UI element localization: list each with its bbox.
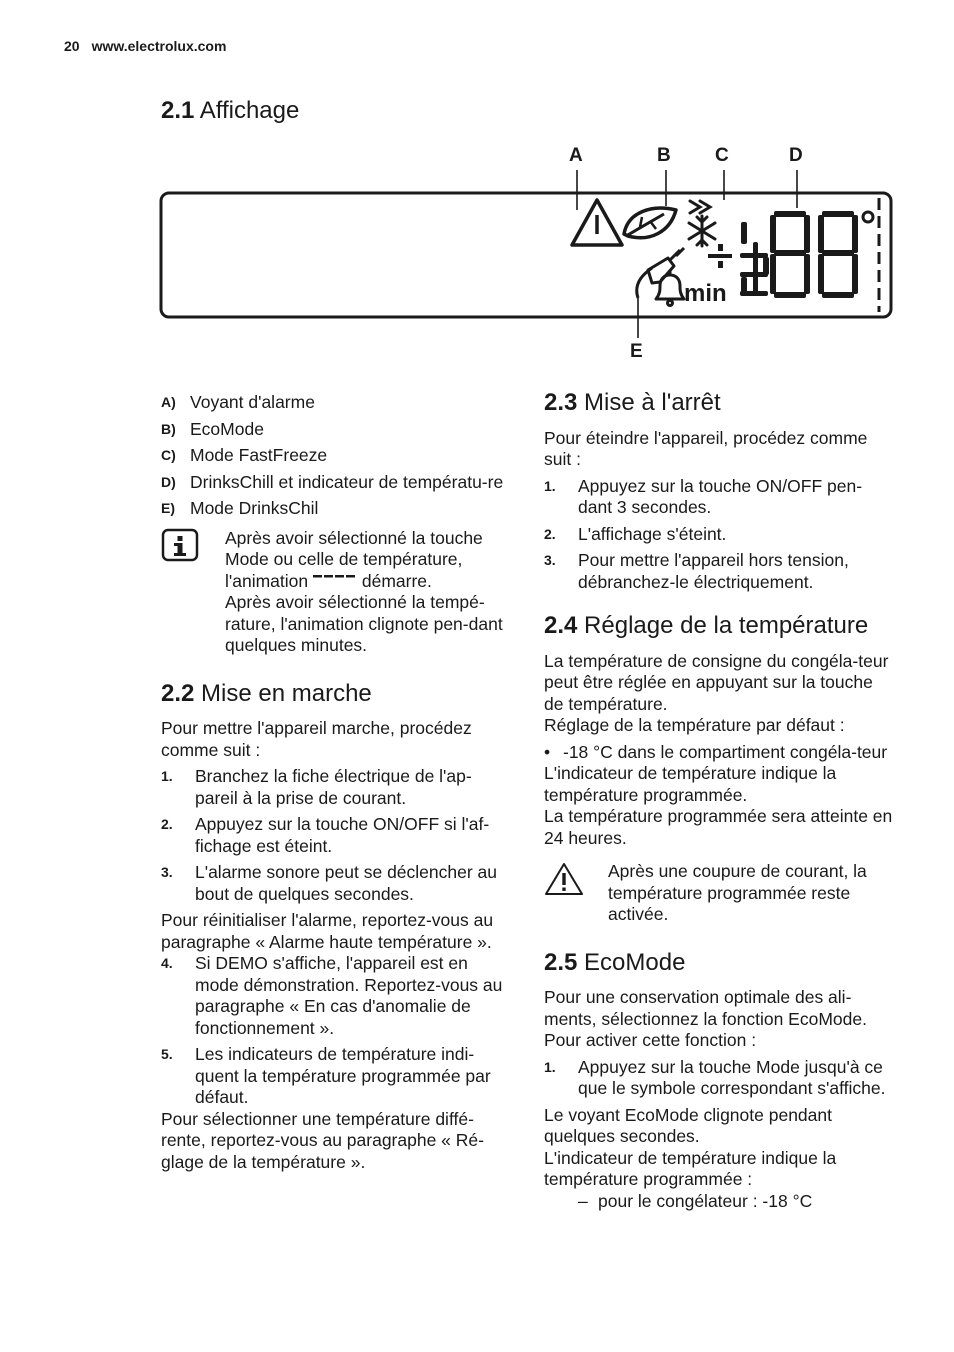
section-2-4-title: 2.4 Réglage de la température	[544, 612, 869, 639]
label-e: E	[630, 341, 643, 362]
page-number: 20	[64, 38, 80, 54]
label-b: B	[657, 145, 671, 166]
warning-icon	[544, 861, 608, 926]
s25-intro: Pour une conservation optimale des ali-ments, sélectionnez la fonction EcoMode. Pour activer cette fonction :	[544, 987, 867, 1050]
s24-p2: Réglage de la température par défaut :	[544, 715, 845, 735]
section-2-1-title: 2.1 Affichage	[161, 97, 300, 124]
list-item: 5. Les indicateurs de température indi-quent la température programmée par défaut.	[161, 1044, 491, 1107]
legend-list	[161, 392, 513, 520]
display-panel-svg	[0, 0, 954, 370]
list-item: – pour le congélateur : -18 °C	[578, 1190, 813, 1211]
warning-note-text: Après une coupure de courant, la température programmée reste activée.	[608, 861, 867, 924]
label-c: C	[715, 145, 729, 166]
section-2-2-title: 2.2 Mise en marche	[161, 679, 372, 707]
info-icon	[161, 528, 225, 657]
info-note	[161, 528, 513, 657]
legend-item: A) Voyant d'alarme	[161, 392, 315, 412]
list-item: 2. Appuyez sur la touche ON/OFF si l'af-fichage est éteint.	[161, 814, 490, 856]
snowflake-icon	[689, 201, 715, 246]
section-2-5-title: 2.5 EcoMode	[544, 948, 686, 976]
list-item: • -18 °C dans le compartiment congéla-teur	[544, 741, 888, 762]
alarm-triangle-icon	[572, 200, 622, 245]
list-item: 1. Appuyez sur la touche ON/OFF pen-dant 3 secondes.	[544, 475, 863, 517]
legend-item: D) DrinksChill et indicateur de températu-re	[161, 471, 504, 492]
list-item: 3. Pour mettre l'appareil hors tension, débranchez-le électriquement.	[544, 550, 849, 592]
s25-sub2: L'indicateur de température indique la température programmée :	[544, 1147, 837, 1189]
s23-steps	[544, 476, 896, 594]
legend-item: B) EcoMode	[161, 418, 264, 439]
site-url: www.electrolux.com	[91, 38, 227, 54]
s24-p3: L'indicateur de température indique la température programmée.	[544, 763, 837, 805]
leaf-icon	[624, 208, 676, 238]
drinkschill-indicator-icon	[708, 244, 732, 268]
display-diagram	[0, 0, 954, 370]
s24-p4: La température programmée sera atteinte en 24 heures.	[544, 806, 893, 848]
seven-segment-digits	[740, 211, 858, 298]
label-a: A	[569, 145, 583, 166]
s22-steps-cont	[161, 953, 513, 1109]
legend-item: C) Mode FastFreeze	[161, 445, 328, 465]
info-note-text: Après avoir sélectionné la touche Mode ou celle de température, l'animation démarre. Après avoir sélectionné la tempé-rature, l'animation clignote pen-dant quelques minutes.	[225, 527, 503, 655]
s22-outro: Pour sélectionner une température diffé-rente, reportez-vous au paragraphe « Ré-glage de la température ».	[161, 1108, 484, 1172]
list-item: 3. L'alarme sonore peut se déclencher au bout de quelques secondes.	[161, 862, 498, 904]
s22-steps	[161, 766, 513, 905]
s25-sub1: Le voyant EcoMode clignote pendant quelques secondes.	[544, 1104, 832, 1146]
bell-icon	[656, 271, 684, 306]
s22-step3-sub: Pour réinitialiser l'alarme, reportez-vous au paragraphe « Alarme haute température ».	[161, 910, 494, 952]
s25-steps	[544, 1057, 896, 1100]
warning-note	[544, 861, 896, 926]
label-d: D	[789, 145, 803, 166]
min-label: min	[684, 280, 727, 307]
right-column	[544, 389, 896, 1212]
list-item: 2. L'affichage s'éteint.	[544, 523, 727, 544]
dash-animation-icon	[313, 573, 357, 581]
s24-p1: La température de consigne du congéla-teur peut être réglée en appuyant sur la touche de température.	[544, 650, 889, 714]
list-item: 4. Si DEMO s'affiche, l'appareil est en mode démonstration. Reportez-vous au paragraphe « En cas d'anomalie de fonctionnement ».	[161, 953, 503, 1038]
list-item: 1. Appuyez sur la touche Mode jusqu'à ce que le symbole correspondant s'affiche.	[544, 1056, 886, 1098]
list-item: 1. Branchez la fiche électrique de l'ap-pareil à la prise de courant.	[161, 766, 472, 808]
legend-item: E) Mode DrinksChil	[161, 498, 319, 518]
degree-icon	[863, 212, 873, 222]
left-column	[161, 392, 513, 1173]
s23-intro: Pour éteindre l'appareil, procédez comme suit :	[544, 427, 868, 469]
section-2-3-title: 2.3 Mise à l'arrêt	[544, 389, 721, 416]
s22-intro: Pour mettre l'appareil marche, procédez comme suit :	[161, 718, 472, 760]
